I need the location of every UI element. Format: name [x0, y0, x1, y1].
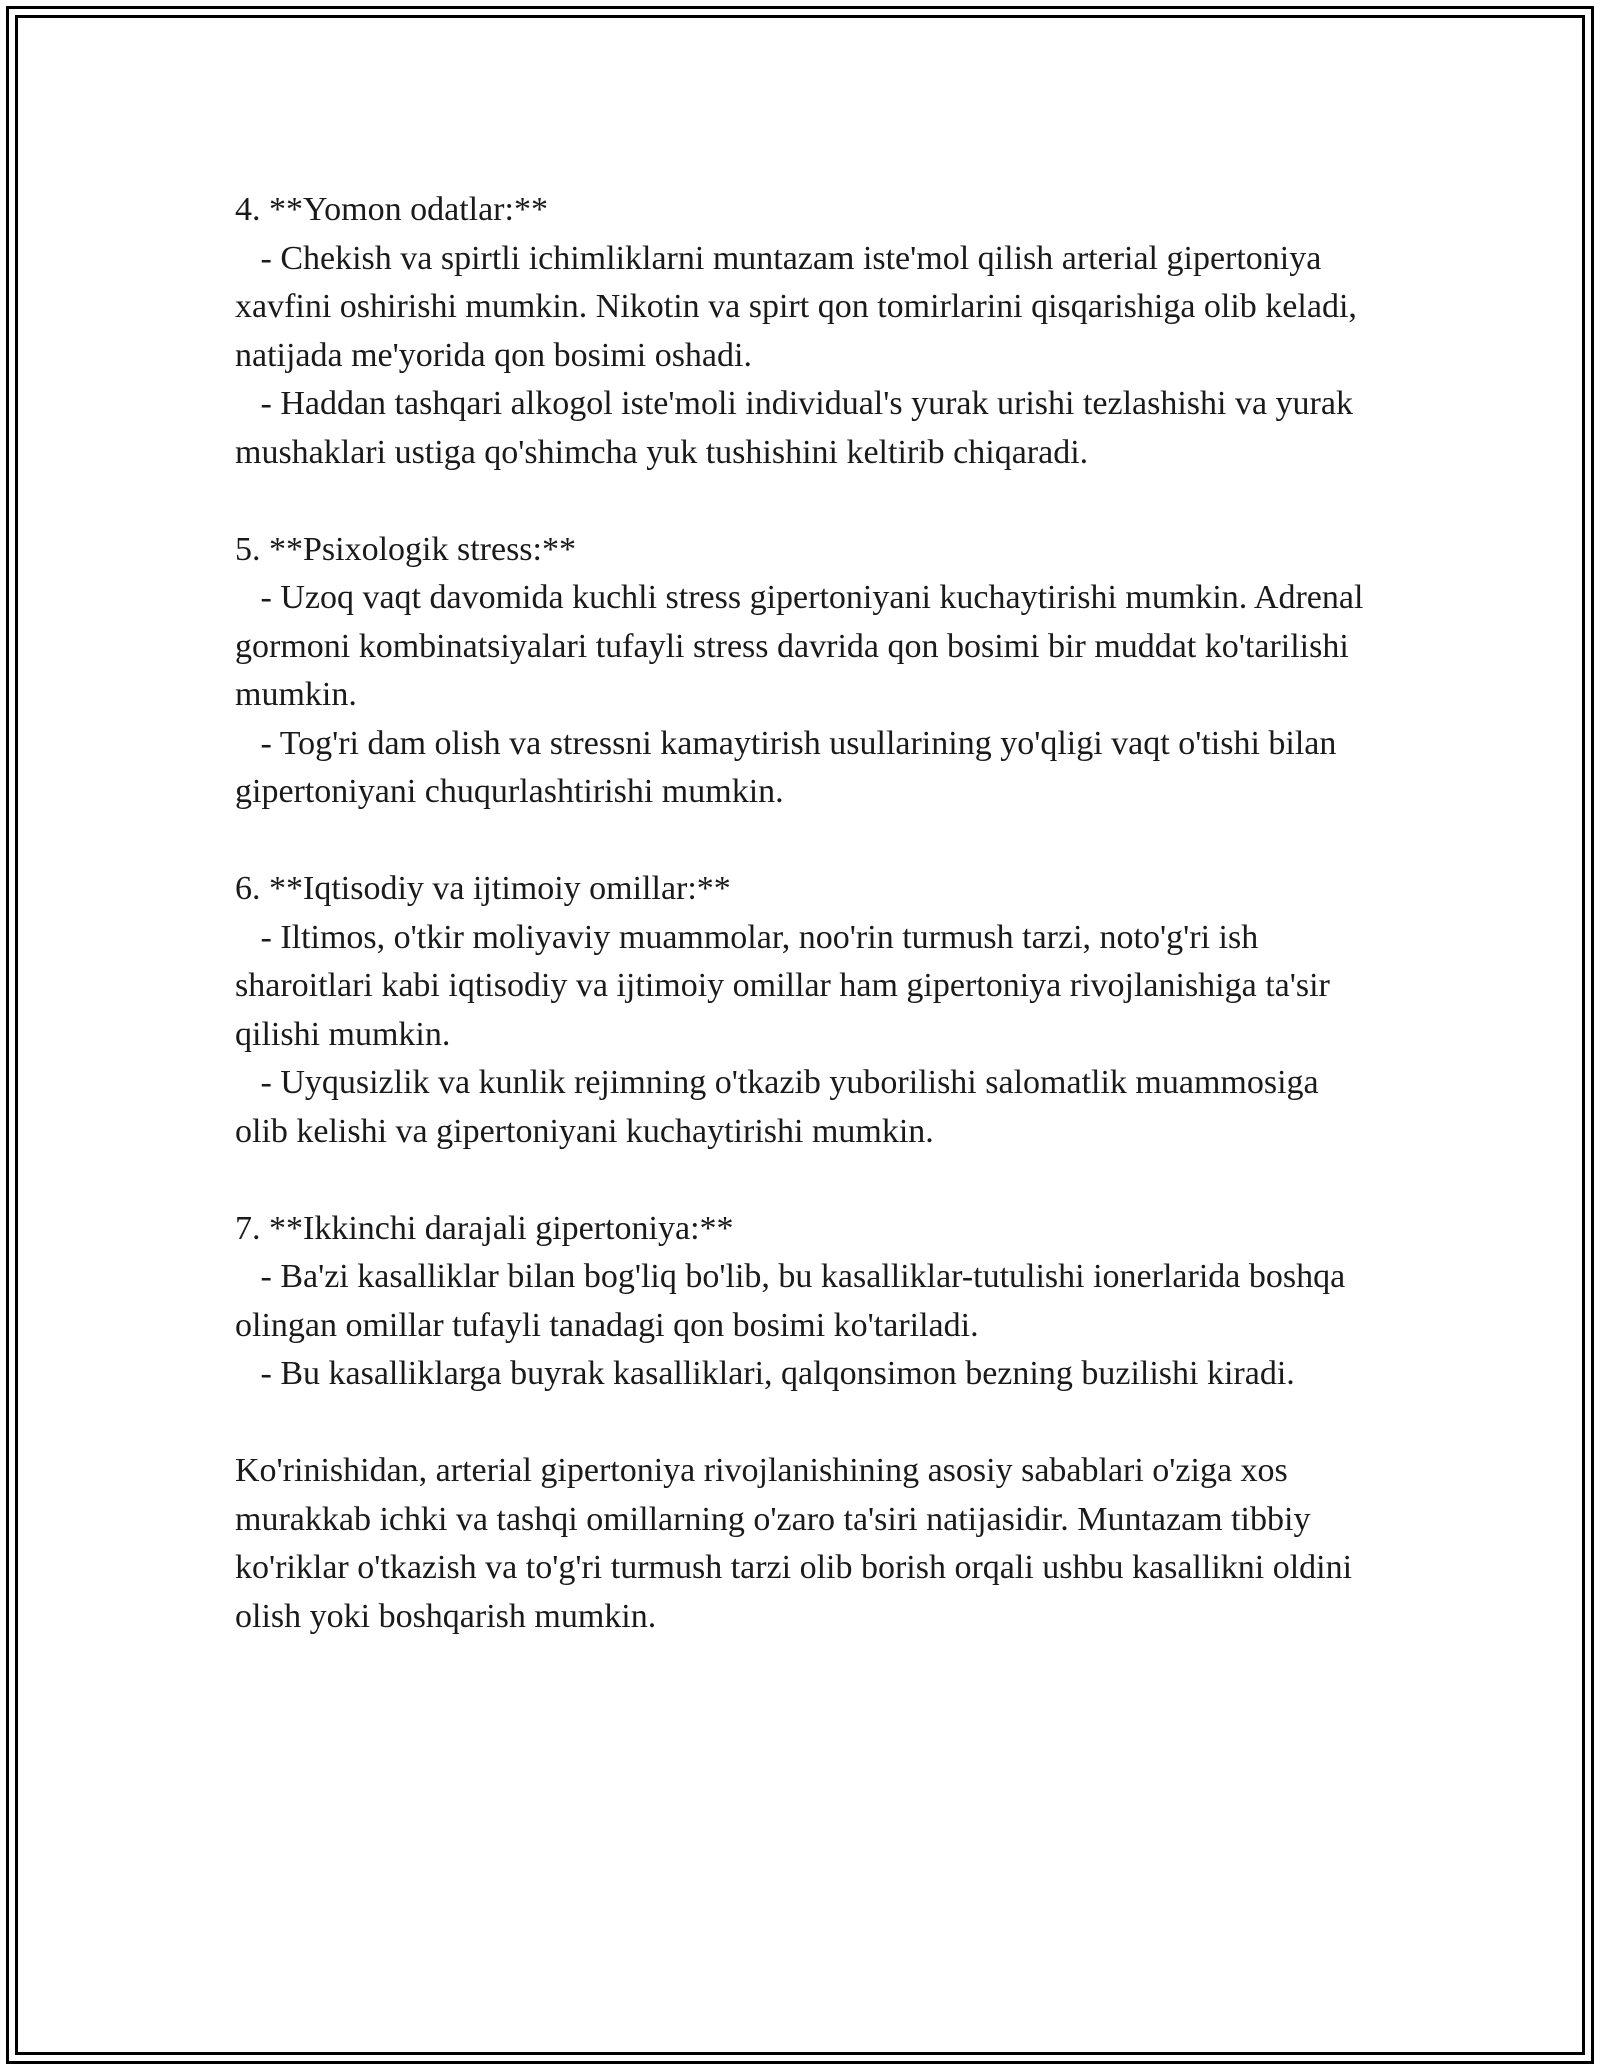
section-secondary-hypertension [235, 1205, 1365, 1399]
bullet-item: - Bu kasalliklarga buyrak kasalliklari, qalqonsimon bezning buzilishi kiradi. [260, 1355, 1295, 1392]
bullet-item: - Uyqusizlik va kunlik rejimning o'tkazib yuborilishi salomatlik muammosiga olib kelishi va gipertoniyani kuchaytirishi mumkin. [235, 1064, 1328, 1150]
bullet-item: - Iltimos, o'tkir moliyaviy muammolar, noo'rin turmush tarzi, noto'g'ri ish sharoitlari kabi iqtisodiy va ijtimoiy omillar ham gipertoniya rivojlanishiga ta'sir qilishi mumkin. [235, 918, 1339, 1053]
section-economic-social-factors [235, 865, 1365, 1156]
bullet-item: - Ba'zi kasalliklar bilan bog'liq bo'lib, bu kasalliklar-tutulishi ionerlarida boshqa olingan omillar tufayli tanadagi qon bosimi ko'tariladi. [235, 1258, 1354, 1344]
section-heading: 6. **Iqtisodiy va ijtimoiy omillar:** [235, 870, 731, 907]
section-bad-habits [235, 186, 1365, 477]
bullet-item: - Chekish va spirtli ichimliklarni muntazam iste'mol qilish arterial gipertoniya xavfini oshirishi mumkin. Nikotin va spirt qon tomirlarini qisqarishiga olib keladi, natijada me'yorida qon bosimi oshadi. [235, 239, 1366, 374]
document-body [235, 186, 1372, 1641]
section-heading: 7. **Ikkinchi darajali gipertoniya:** [235, 1209, 734, 1247]
section-psychological-stress [235, 526, 1372, 817]
conclusion-paragraph: Ko'rinishidan, arterial gipertoniya rivojlanishining asosiy sabablari o'ziga xos murakkab ichki va tashqi omillarning o'zaro ta'siri natijasidir. Muntazam tibbiy ko'riklar o'tkazish va to'g'ri turmush tarzi olib borish orqali ushbu kasallikni oldini olish yoki boshqarish mumkin. [235, 1452, 1353, 1635]
bullet-item: - Uzoq vaqt davomida kuchli stress gipertoniyani kuchaytirishi mumkin. Adrenal gormoni kombinatsiyalari tufayli stress davrida qon bosimi bir muddat ko'tarilishi mumkin. [235, 579, 1372, 713]
bullet-item: - Haddan tashqari alkogol iste'moli individual's yurak urishi tezlashishi va yurak mushaklari ustiga qo'shimcha yuk tushishini keltirib chiqaradi. [235, 385, 1362, 471]
section-heading: 5. **Psixologik stress:** [235, 530, 576, 568]
section-heading: 4. **Yomon odatlar:** [235, 191, 548, 228]
bullet-item: - Tog'ri dam olish va stressni kamaytirish usullarining yo'qligi vaqt o'tishi bilan gipertoniyani chuqurlashtirishi mumkin. [235, 724, 1345, 810]
